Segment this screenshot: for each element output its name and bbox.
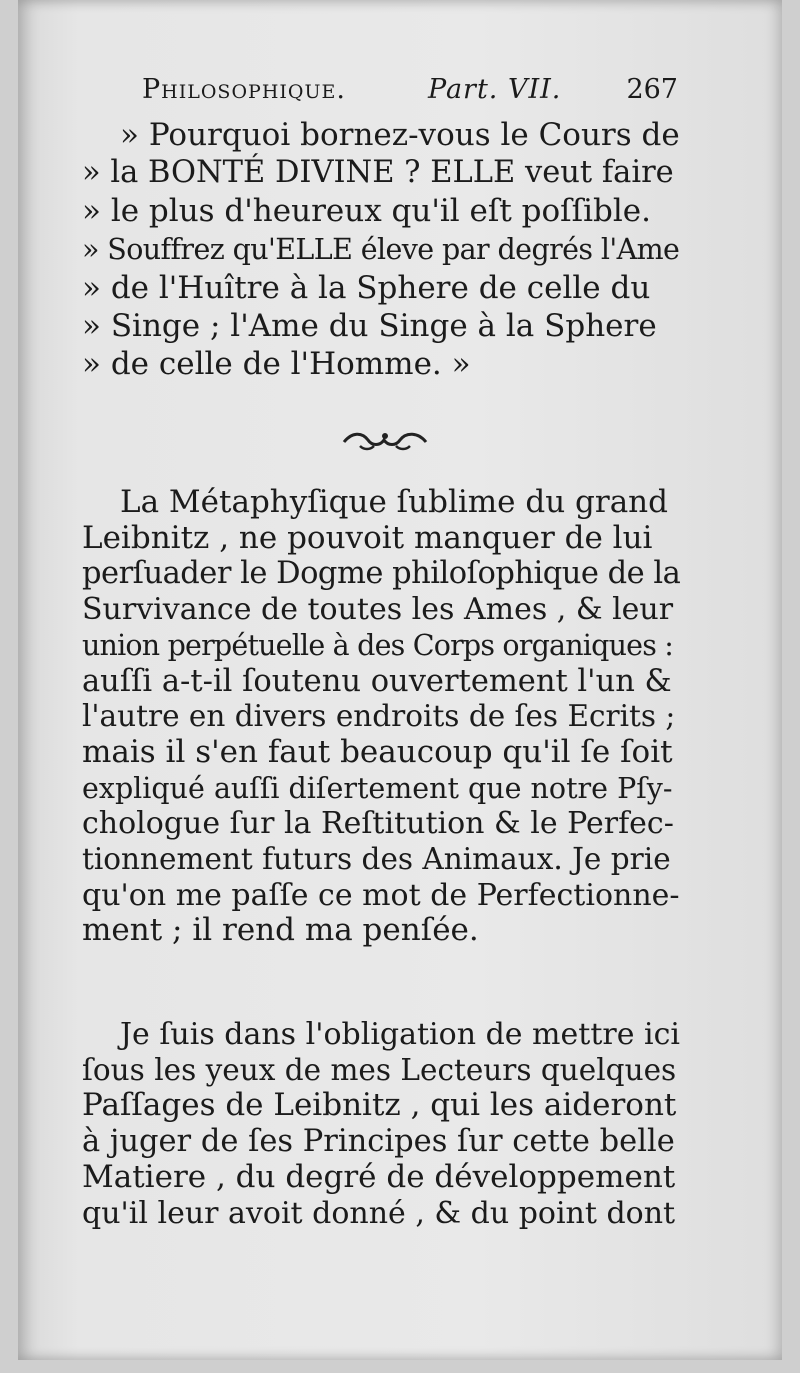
- text-line: perſuader le Dogme philoſophique de la: [82, 556, 681, 592]
- text-line: qu'on me paſſe ce mot de Perfectionne-: [82, 877, 680, 913]
- text-line: auſſi a-t-il ſoutenu ouvertement l'un &: [82, 663, 672, 699]
- quote-line: » Singe ; l'Ame du Singe à la Sphere: [82, 308, 657, 345]
- quotation-block: [82, 116, 680, 383]
- header-title: Philosophique.: [142, 74, 346, 105]
- text-line: Survivance de toutes les Ames , & leur: [82, 592, 674, 628]
- fleuron-ornament-icon: [340, 428, 430, 452]
- text-line: à juger de ſes Principes ſur cette belle: [82, 1124, 675, 1160]
- quote-line: » Souffrez qu'ELLE éleve par degrés l'Ame: [82, 232, 680, 266]
- text-line: Matiere , du degré de développement: [82, 1158, 676, 1195]
- text-line: ment ; il rend ma penſée.: [82, 912, 479, 949]
- quote-line: » de l'Huître à la Sphere de celle du: [82, 269, 651, 306]
- paragraph-leibnitz: [82, 485, 680, 949]
- header-part: Part. VII.: [428, 74, 562, 105]
- text-line: union perpétuelle à des Corps organiques :: [82, 628, 674, 662]
- text-line: expliqué auſſi diſertement que notre Pſy-: [82, 771, 673, 805]
- paragraph-passages: [82, 1017, 680, 1231]
- text-line: l'autre en divers endroits de ſes Ecrits ;: [82, 699, 676, 734]
- quote-line: » de celle de l'Homme. »: [82, 346, 471, 383]
- text-line: chologue ſur la Reſtitution & le Perfec-: [82, 806, 674, 842]
- text-line: qu'il leur avoit donné , & du point dont: [82, 1195, 676, 1231]
- text-line: tionnement futurs des Animaux. Je prie: [82, 842, 671, 877]
- running-header: [142, 74, 678, 114]
- text-line: mais il s'en faut beaucoup qu'il ſe ſoit: [82, 733, 673, 770]
- text-line: Je ſuis dans l'obligation de mettre ici: [120, 1017, 680, 1052]
- text-line: Leibnitz , ne pouvoit manquer de lui: [82, 519, 653, 556]
- text-line: ſous les yeux de mes Lecteurs quelques: [82, 1052, 677, 1087]
- quote-line: » la BONTÉ DIVINE ? ELLE veut faire: [82, 155, 674, 191]
- text-line: Paſſages de Leibnitz , qui les aideront: [82, 1087, 677, 1124]
- page-number: 267: [626, 74, 678, 105]
- text-line: La Métaphyſique ſublime du grand: [120, 484, 668, 520]
- quote-line: » Pourquoi bornez-vous le Cours de: [120, 117, 680, 153]
- quote-line: » le plus d'heureux qu'il eſt poſſible.: [82, 193, 652, 230]
